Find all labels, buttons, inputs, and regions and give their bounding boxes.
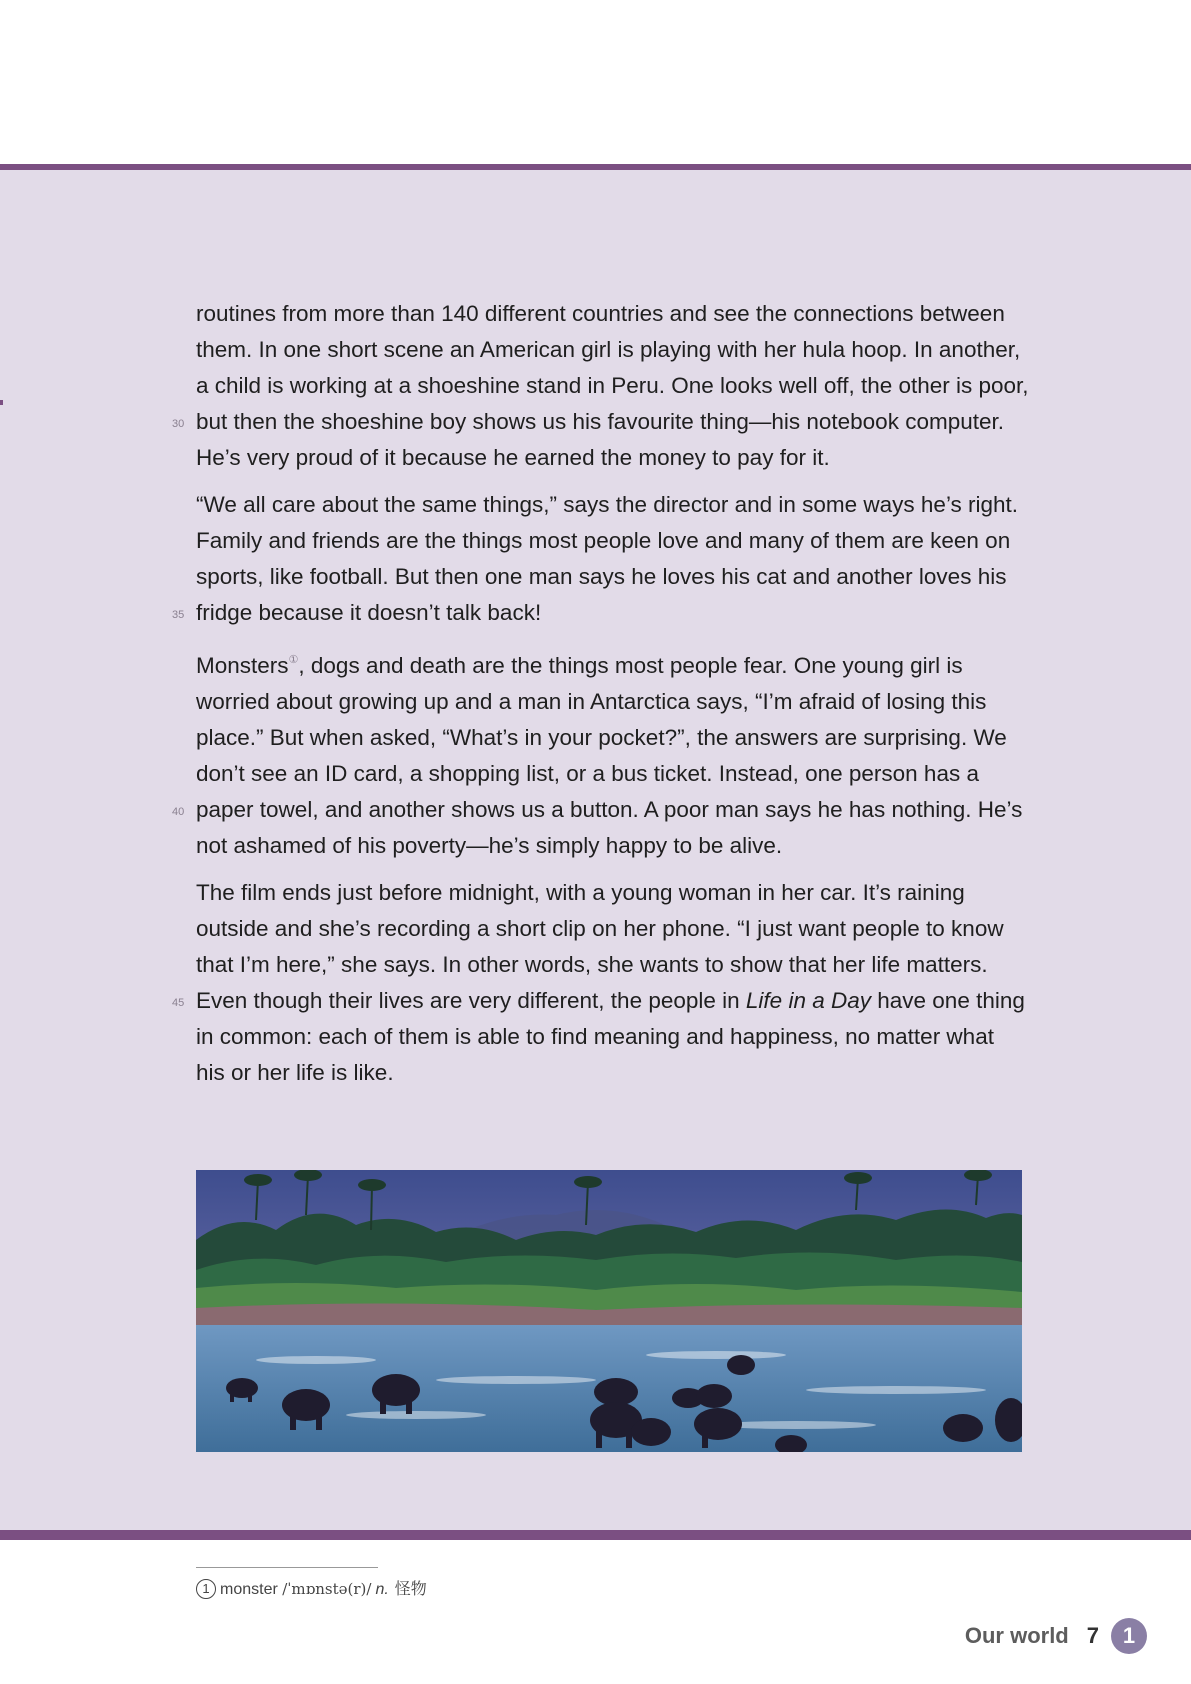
text-segment: Monsters (196, 653, 289, 678)
footnote-ref: ① (288, 654, 299, 666)
text-segment: He’s very proud of it because he earned the money to pay for it. (196, 445, 830, 470)
text-segment: paper towel, and another shows us a button. A poor man says he has nothing. He’s (196, 797, 1023, 822)
text-line (196, 1055, 1036, 1091)
text-segment: not ashamed of his poverty—he’s simply happy to be alive. (196, 833, 783, 858)
line-number: 30 (172, 418, 185, 430)
page-footer (965, 1614, 1147, 1658)
text-line (196, 642, 1036, 684)
text-segment: fridge because it doesn’t talk back! (196, 600, 542, 625)
text-segment: his or her life is like. (196, 1060, 394, 1085)
text-line (196, 684, 1036, 720)
footnote-number: 1 (196, 1579, 216, 1599)
bottom-rule (0, 1530, 1191, 1540)
text-line (196, 559, 1036, 595)
reading-text (172, 296, 1036, 1102)
line-number: 35 (172, 609, 185, 621)
text-segment: place.” But when asked, “What’s in your pocket?”, the answers are surprising. We (196, 725, 1007, 750)
footnote-meaning: 怪物 (394, 1581, 427, 1598)
text-segment: sports, like football. But then one man says he loves his cat and another loves his (196, 564, 1007, 589)
text-segment: “We all care about the same things,” says the director and in some ways he’s right. (196, 492, 1019, 517)
text-segment: in common: each of them is able to find meaning and happiness, no matter what (196, 1024, 994, 1049)
text-segment: outside and she’s recording a short clip on her phone. “I just want people to know (196, 916, 1004, 941)
footnote (196, 1578, 427, 1601)
text-line (172, 792, 1036, 828)
line-number: 40 (172, 806, 185, 818)
unit-title: Our world (964, 1623, 1069, 1648)
text-line (196, 756, 1036, 792)
text-line (172, 983, 1036, 1019)
text-segment: them. In one short scene an American girl is playing with her hula hoop. In another, (196, 337, 1021, 362)
text-line (172, 404, 1036, 440)
paragraph (172, 296, 1036, 476)
text-segment: Even though their lives are very different, the people in (196, 988, 746, 1013)
text-line (196, 440, 1036, 476)
text-segment: that I’m here,” she says. In other words, she wants to show that her life matters. (196, 952, 988, 977)
line-number: 45 (172, 997, 185, 1009)
elephants-river-photo (196, 1170, 1022, 1452)
unit-badge: 1 (1111, 1618, 1147, 1654)
text-segment: worried about growing up and a man in Antarctica says, “I’m afraid of losing this (196, 689, 987, 714)
text-line (196, 911, 1036, 947)
text-line (172, 595, 1036, 631)
text-segment: , dogs and death are the things most people fear. One young girl is (298, 653, 963, 678)
text-line (196, 332, 1036, 368)
paragraph (172, 875, 1036, 1091)
text-segment: don’t see an ID card, a shopping list, or a bus ticket. Instead, one person has a (196, 761, 979, 786)
text-line (196, 1019, 1036, 1055)
footnote-phonetic: /ˈmɒnstə(r)/ (282, 1580, 372, 1598)
footnote-rule (196, 1567, 378, 1568)
text-line (196, 828, 1036, 864)
text-segment: a child is working at a shoeshine stand in Peru. One looks well off, the other is poor, (196, 373, 1029, 398)
paragraph (172, 487, 1036, 631)
text-line (196, 368, 1036, 404)
text-line (196, 720, 1036, 756)
text-segment: Family and friends are the things most people love and many of them are keen on (196, 528, 1011, 553)
page-number: 7 (1086, 1623, 1099, 1648)
film-title: Life in a Day (745, 988, 871, 1013)
text-segment: The film ends just before midnight, with a young woman in her car. It’s raining (196, 880, 965, 905)
text-line (196, 947, 1036, 983)
text-line (196, 487, 1036, 523)
paragraph (172, 642, 1036, 864)
text-line (196, 875, 1036, 911)
text-line (196, 523, 1036, 559)
text-segment: routines from more than 140 different countries and see the connections between (196, 301, 1005, 326)
margin-tick (0, 400, 3, 405)
footnote-word: monster (220, 1581, 278, 1598)
text-line (196, 296, 1036, 332)
text-segment: but then the shoeshine boy shows us his favourite thing—his notebook computer. (196, 409, 1005, 434)
footnote-part-of-speech: n. (375, 1581, 389, 1598)
text-segment: have one thing (871, 988, 1025, 1013)
